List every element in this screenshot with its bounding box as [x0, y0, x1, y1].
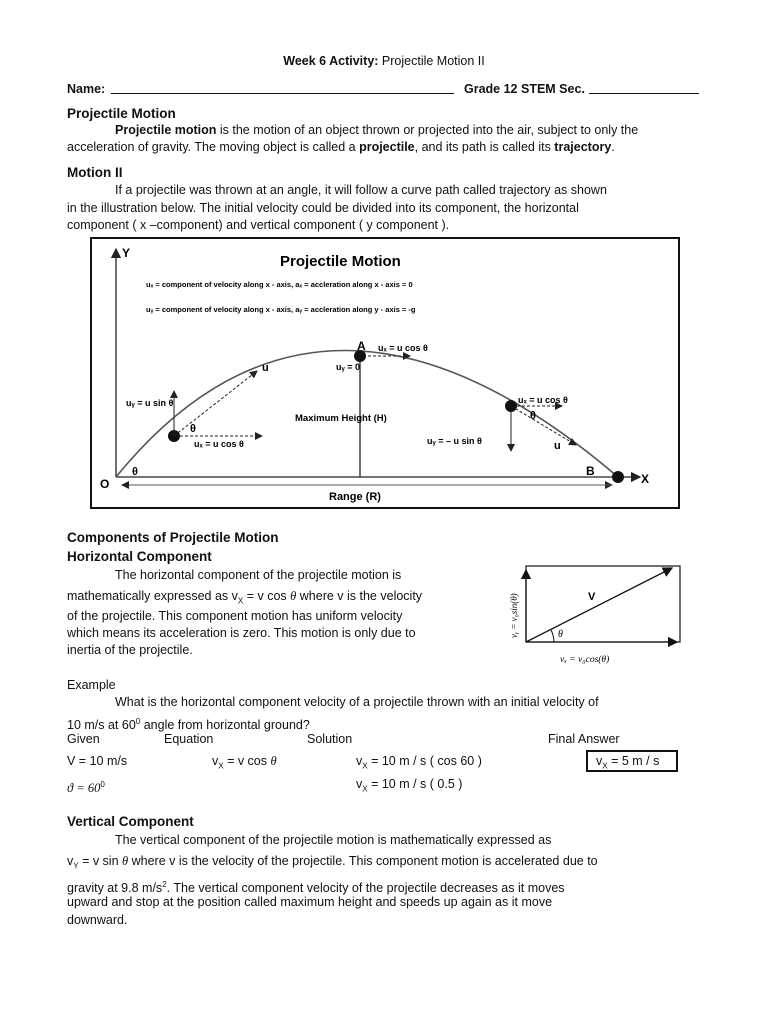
left-uy-label: uᵧ = u sin θ: [126, 398, 174, 408]
vy-label: vᵧ = v₀sin(θ): [509, 593, 519, 638]
horizontal-line1: The horizontal component of the projectile motion is: [115, 568, 402, 582]
x-axis-label: X: [641, 472, 650, 486]
theta-symbol: θ: [290, 589, 297, 603]
subscript: X: [237, 596, 244, 606]
vertical-line1: The vertical component of the projectile motion is mathematically expressed as: [115, 833, 552, 847]
max-height-label: Maximum Height (H): [295, 413, 387, 424]
subscript: X: [602, 761, 608, 771]
y-axis-label: Y: [122, 246, 131, 260]
solution-step2: [356, 776, 462, 798]
projectile-motion-diagram: [90, 237, 680, 509]
legend-ux: uₓ = component of velocity along x - axis, aₓ = accleration along x - axis = 0: [146, 280, 413, 289]
name-label: Name:: [67, 82, 106, 96]
text: = v cos: [243, 589, 291, 603]
text: v: [596, 754, 603, 768]
right-u-arrow: [511, 406, 576, 445]
text: v: [356, 777, 363, 791]
point-b-ball: [612, 471, 624, 483]
example-label: Example: [67, 678, 116, 692]
right-theta-label: θ: [530, 410, 536, 422]
motion2-line3: component ( x –component) and vertical component ( y component ).: [67, 218, 450, 232]
v-vector-arrow: [526, 568, 672, 642]
superscript: 0: [100, 780, 105, 789]
projectile-diagram-svg: [92, 239, 678, 507]
subscript: X: [362, 761, 368, 771]
text: is the motion of an object thrown or projected into the air, subject to only the: [216, 123, 639, 137]
right-ux-label: uₓ = u cos θ: [518, 395, 568, 405]
apex-uy-label: uᵧ = 0: [336, 362, 361, 372]
example-question-line1: What is the horizontal component velocity of a projectile thrown with an initial velocity of: [115, 695, 599, 709]
motion2-heading: Motion II: [67, 165, 123, 180]
projectile-motion-line1: [115, 122, 638, 140]
text: = v sin: [78, 854, 123, 868]
u-velocity-arrow: [174, 371, 257, 436]
vertical-heading: Vertical Component: [67, 814, 194, 829]
vx-label: vₓ = v₀cos(θ): [560, 655, 610, 665]
term-trajectory: trajectory: [554, 140, 612, 154]
projectile-motion-line2: [67, 139, 615, 157]
text: = 10 m / s ( 0.5 ): [367, 777, 463, 791]
vertical-line2: [67, 853, 598, 875]
text: , and its path is called its: [414, 140, 555, 154]
theta-symbol: θ: [122, 854, 129, 868]
theta-symbol: θ: [270, 754, 277, 768]
origin-theta-label: θ: [132, 466, 138, 478]
horizontal-heading: Horizontal Component: [67, 549, 212, 564]
title-topic: Projectile Motion II: [378, 54, 485, 68]
text: mathematically expressed as v: [67, 589, 238, 603]
text: 10 m/s at 60: [67, 718, 136, 733]
left-ux-label: uₓ = u cos θ: [194, 439, 244, 449]
angle-arc: [551, 630, 554, 642]
name-blank[interactable]: [111, 82, 454, 97]
horizontal-line3: of the projectile. This component motion has uniform velocity: [67, 609, 403, 623]
col-final-answer: Final Answer: [548, 732, 620, 746]
left-theta-label: θ: [190, 423, 196, 435]
text: where v is the velocity: [296, 589, 423, 603]
horizontal-line4: which means its acceleration is zero. This motion is only due to: [67, 626, 416, 640]
right-u-label: u: [554, 440, 561, 452]
term-projectile-motion: Projectile motion: [115, 123, 217, 137]
subscript: X: [362, 784, 368, 794]
text: v: [67, 854, 74, 868]
vector-figure-svg: [492, 560, 692, 672]
text: = 5 m / s: [607, 754, 660, 768]
motion2-line2: in the illustration below. The initial velocity could be divided into its component, the horizontal: [67, 201, 579, 215]
text: ϑ = 60: [67, 781, 101, 796]
text: where v is the velocity of the projectile. This component motion is accelerated due to: [128, 854, 598, 868]
text: v: [212, 754, 219, 768]
right-uy-label: uᵧ = – u sin θ: [427, 436, 482, 446]
horizontal-line5: inertia of the projectile.: [67, 643, 193, 657]
given-velocity: V = 10 m/s: [67, 754, 128, 768]
components-heading: Components of Projectile Motion: [67, 530, 279, 545]
title-week: Week 6 Activity:: [283, 54, 379, 68]
equation: [212, 753, 277, 775]
text: angle from horizontal ground?: [140, 718, 310, 733]
projectile-motion-heading: Projectile Motion: [67, 106, 176, 121]
solution-step1: [356, 753, 482, 775]
col-equation: Equation: [164, 732, 214, 746]
text: .: [611, 140, 615, 154]
col-given: Given: [67, 732, 100, 746]
text: = 10 m / s ( cos 60 ): [367, 754, 482, 768]
legend-uy: uᵧ = component of velocity along x - axis, aᵧ = accleration along y - axis = -g: [146, 305, 416, 314]
given-angle: [67, 776, 105, 798]
vertical-line4: upward and stop at the position called maximum height and speeds up again as it move: [67, 895, 553, 909]
grade-label: Grade 12 STEM Sec.: [464, 82, 585, 96]
subscript: X: [218, 761, 224, 771]
v-label: V: [588, 591, 596, 603]
origin-label: O: [100, 477, 110, 491]
superscript: 0: [135, 717, 141, 726]
final-answer-box: [586, 750, 678, 772]
horizontal-line2: [67, 588, 422, 610]
vertical-line5: downward.: [67, 913, 128, 927]
diagram-title: Projectile Motion: [280, 253, 401, 270]
vector-theta-label: θ: [558, 629, 563, 640]
col-solution: Solution: [307, 732, 353, 746]
superscript: 2: [162, 880, 167, 889]
section-blank[interactable]: [589, 82, 699, 97]
term-projectile: projectile: [359, 140, 415, 154]
motion2-line1: If a projectile was thrown at an angle, it will follow a curve path called trajectory as shown: [115, 183, 607, 197]
page-title: [0, 54, 768, 68]
text: gravity at 9.8 m/s: [67, 881, 163, 896]
u-label: u: [262, 362, 269, 374]
text: acceleration of gravity. The moving object is called a: [67, 140, 360, 154]
point-a-label: A: [357, 339, 366, 353]
point-b-label: B: [586, 464, 595, 478]
text: v: [356, 754, 363, 768]
range-label: Range (R): [329, 491, 381, 503]
text: = v cos: [223, 754, 271, 768]
subscript: Y: [73, 861, 79, 871]
apex-ux-label: uₓ = u cos θ: [378, 343, 428, 353]
vector-components-figure: [492, 560, 692, 672]
text: . The vertical component velocity of the projectile decreases as it moves: [166, 881, 565, 896]
